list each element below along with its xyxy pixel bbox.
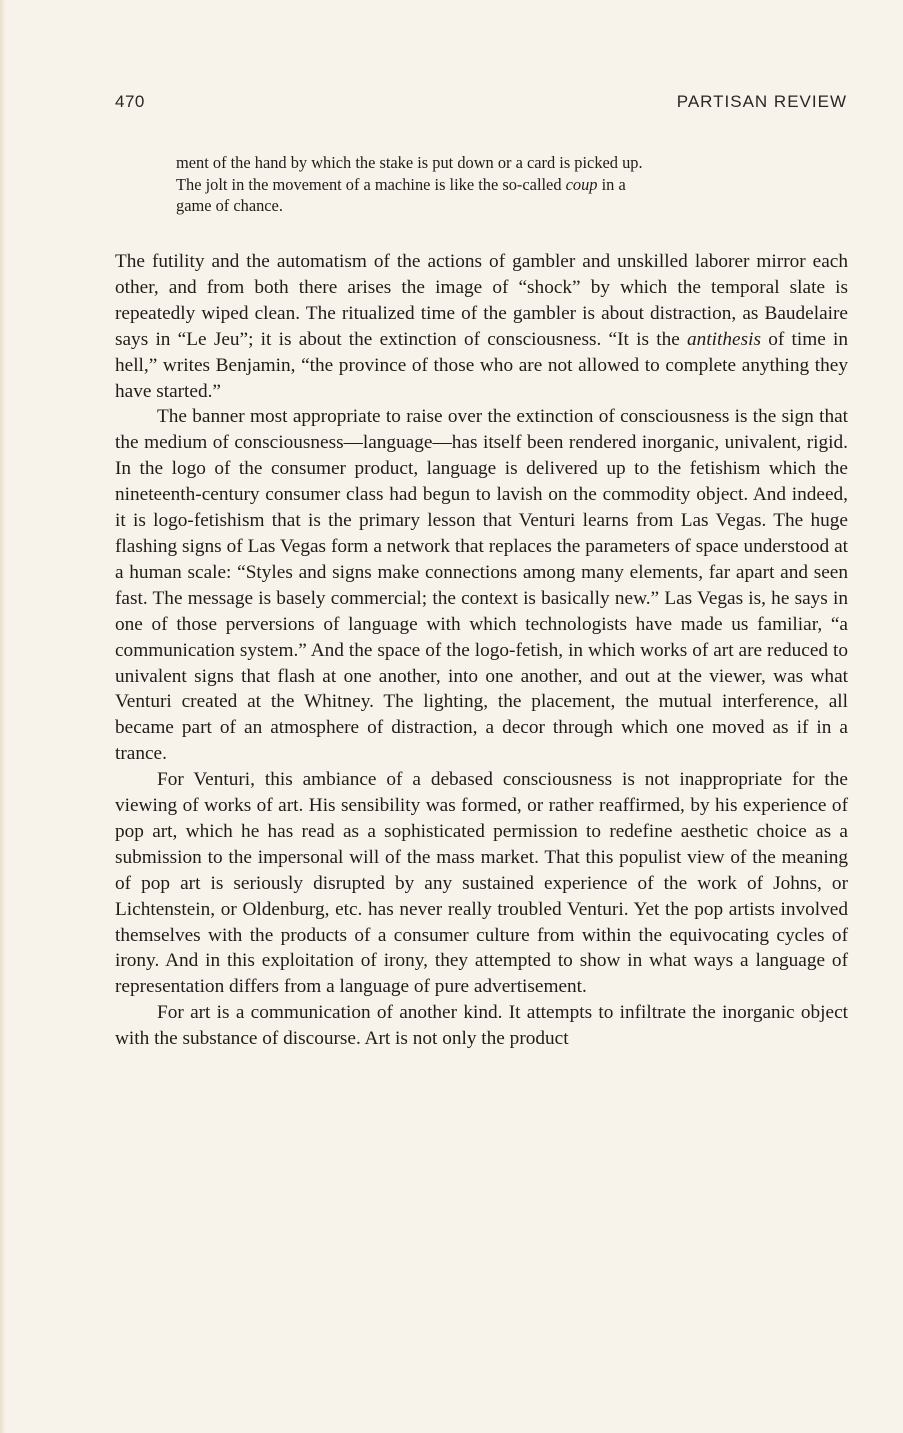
article-body	[115, 249, 848, 1052]
quote-text: The jolt in the movement of a machine is like the so-called	[176, 174, 566, 194]
page-edge	[0, 0, 6, 1433]
quote-line: game of chance.	[176, 196, 283, 215]
running-head	[115, 92, 847, 116]
block-quote	[176, 152, 796, 217]
quote-text: in a	[597, 174, 626, 194]
paragraph-text: of time in hell,” writes Benjamin, “the province of those who are not allowed to complete anything they have started.”	[115, 328, 848, 402]
paragraph-text: The futility and the automatism of the actions of gambler and unskilled laborer mirror each other, and from both there arises the image of “shock” by which the temporal slate is repeatedly wiped clean. The ritualized time of the gambler is about distraction, as Baudelaire says in “Le Jeu”; it is about the extinction of consciousness. “It is the	[115, 251, 848, 350]
paragraph: The banner most appropriate to raise over the extinction of consciousness is the sign that the medium of consciousness—language—has itself been rendered inorganic, univalent, rigid. In the logo of the consumer product, language is delivered up to the fetishism which the nineteenth-century consumer class had begun to lavish on the commodity object. And indeed, it is logo-fetishism that is the primary lesson that Venturi learns from Las Vegas. The huge flashing signs of Las Vegas form a network that replaces the parameters of space understood at a human scale: “Styles and signs make connections among many elements, far apart and seen fast. The message is basely commercial; the context is basically new.” Las Vegas is, he says in one of those perversions of language with which technologists have made us familiar, “a communication system.” And the space of the logo-fetish, in which works of art are reduced to univalent signs that flash at one another, into one another, and out at the viewer, was what Venturi created at the Whitney. The lighting, the placement, the mutual interference, all became part of an atmosphere of distraction, a decor through which one moved as if in a trance.	[115, 406, 848, 765]
quote-line	[176, 174, 796, 196]
journal-title: PARTISAN REVIEW	[676, 92, 847, 111]
paragraph: For Venturi, this ambiance of a debased consciousness is not inappropriate for the viewing of works of art. His sensibility was formed, or rather reaffirmed, by his experience of pop art, which he has read as a sophisticated permission to redefine aesthetic choice as a submission to the impersonal will of the mass market. That this populist view of the meaning of pop art is seriously disrupted by any sustained experience of the work of Johns, or Lichtenstein, or Oldenburg, etc. has never really troubled Venturi. Yet the pop artists involved themselves with the products of a consumer culture from within the equivocating cycles of irony. And in this exploitation of irony, they attempted to show in what ways a language of representation differs from a language of pure advertisement.	[115, 769, 848, 998]
italic-term: antithesis	[687, 328, 761, 350]
quote-italic-term: coup	[565, 174, 598, 194]
paragraph	[115, 249, 848, 404]
page-number: 470	[115, 92, 145, 111]
paragraph: For art is a communication of another kind. It attempts to infiltrate the inorganic object with the substance of discourse. Art is not only the product	[115, 1002, 848, 1050]
quote-line: ment of the hand by which the stake is put down or a card is picked up.	[176, 153, 643, 172]
